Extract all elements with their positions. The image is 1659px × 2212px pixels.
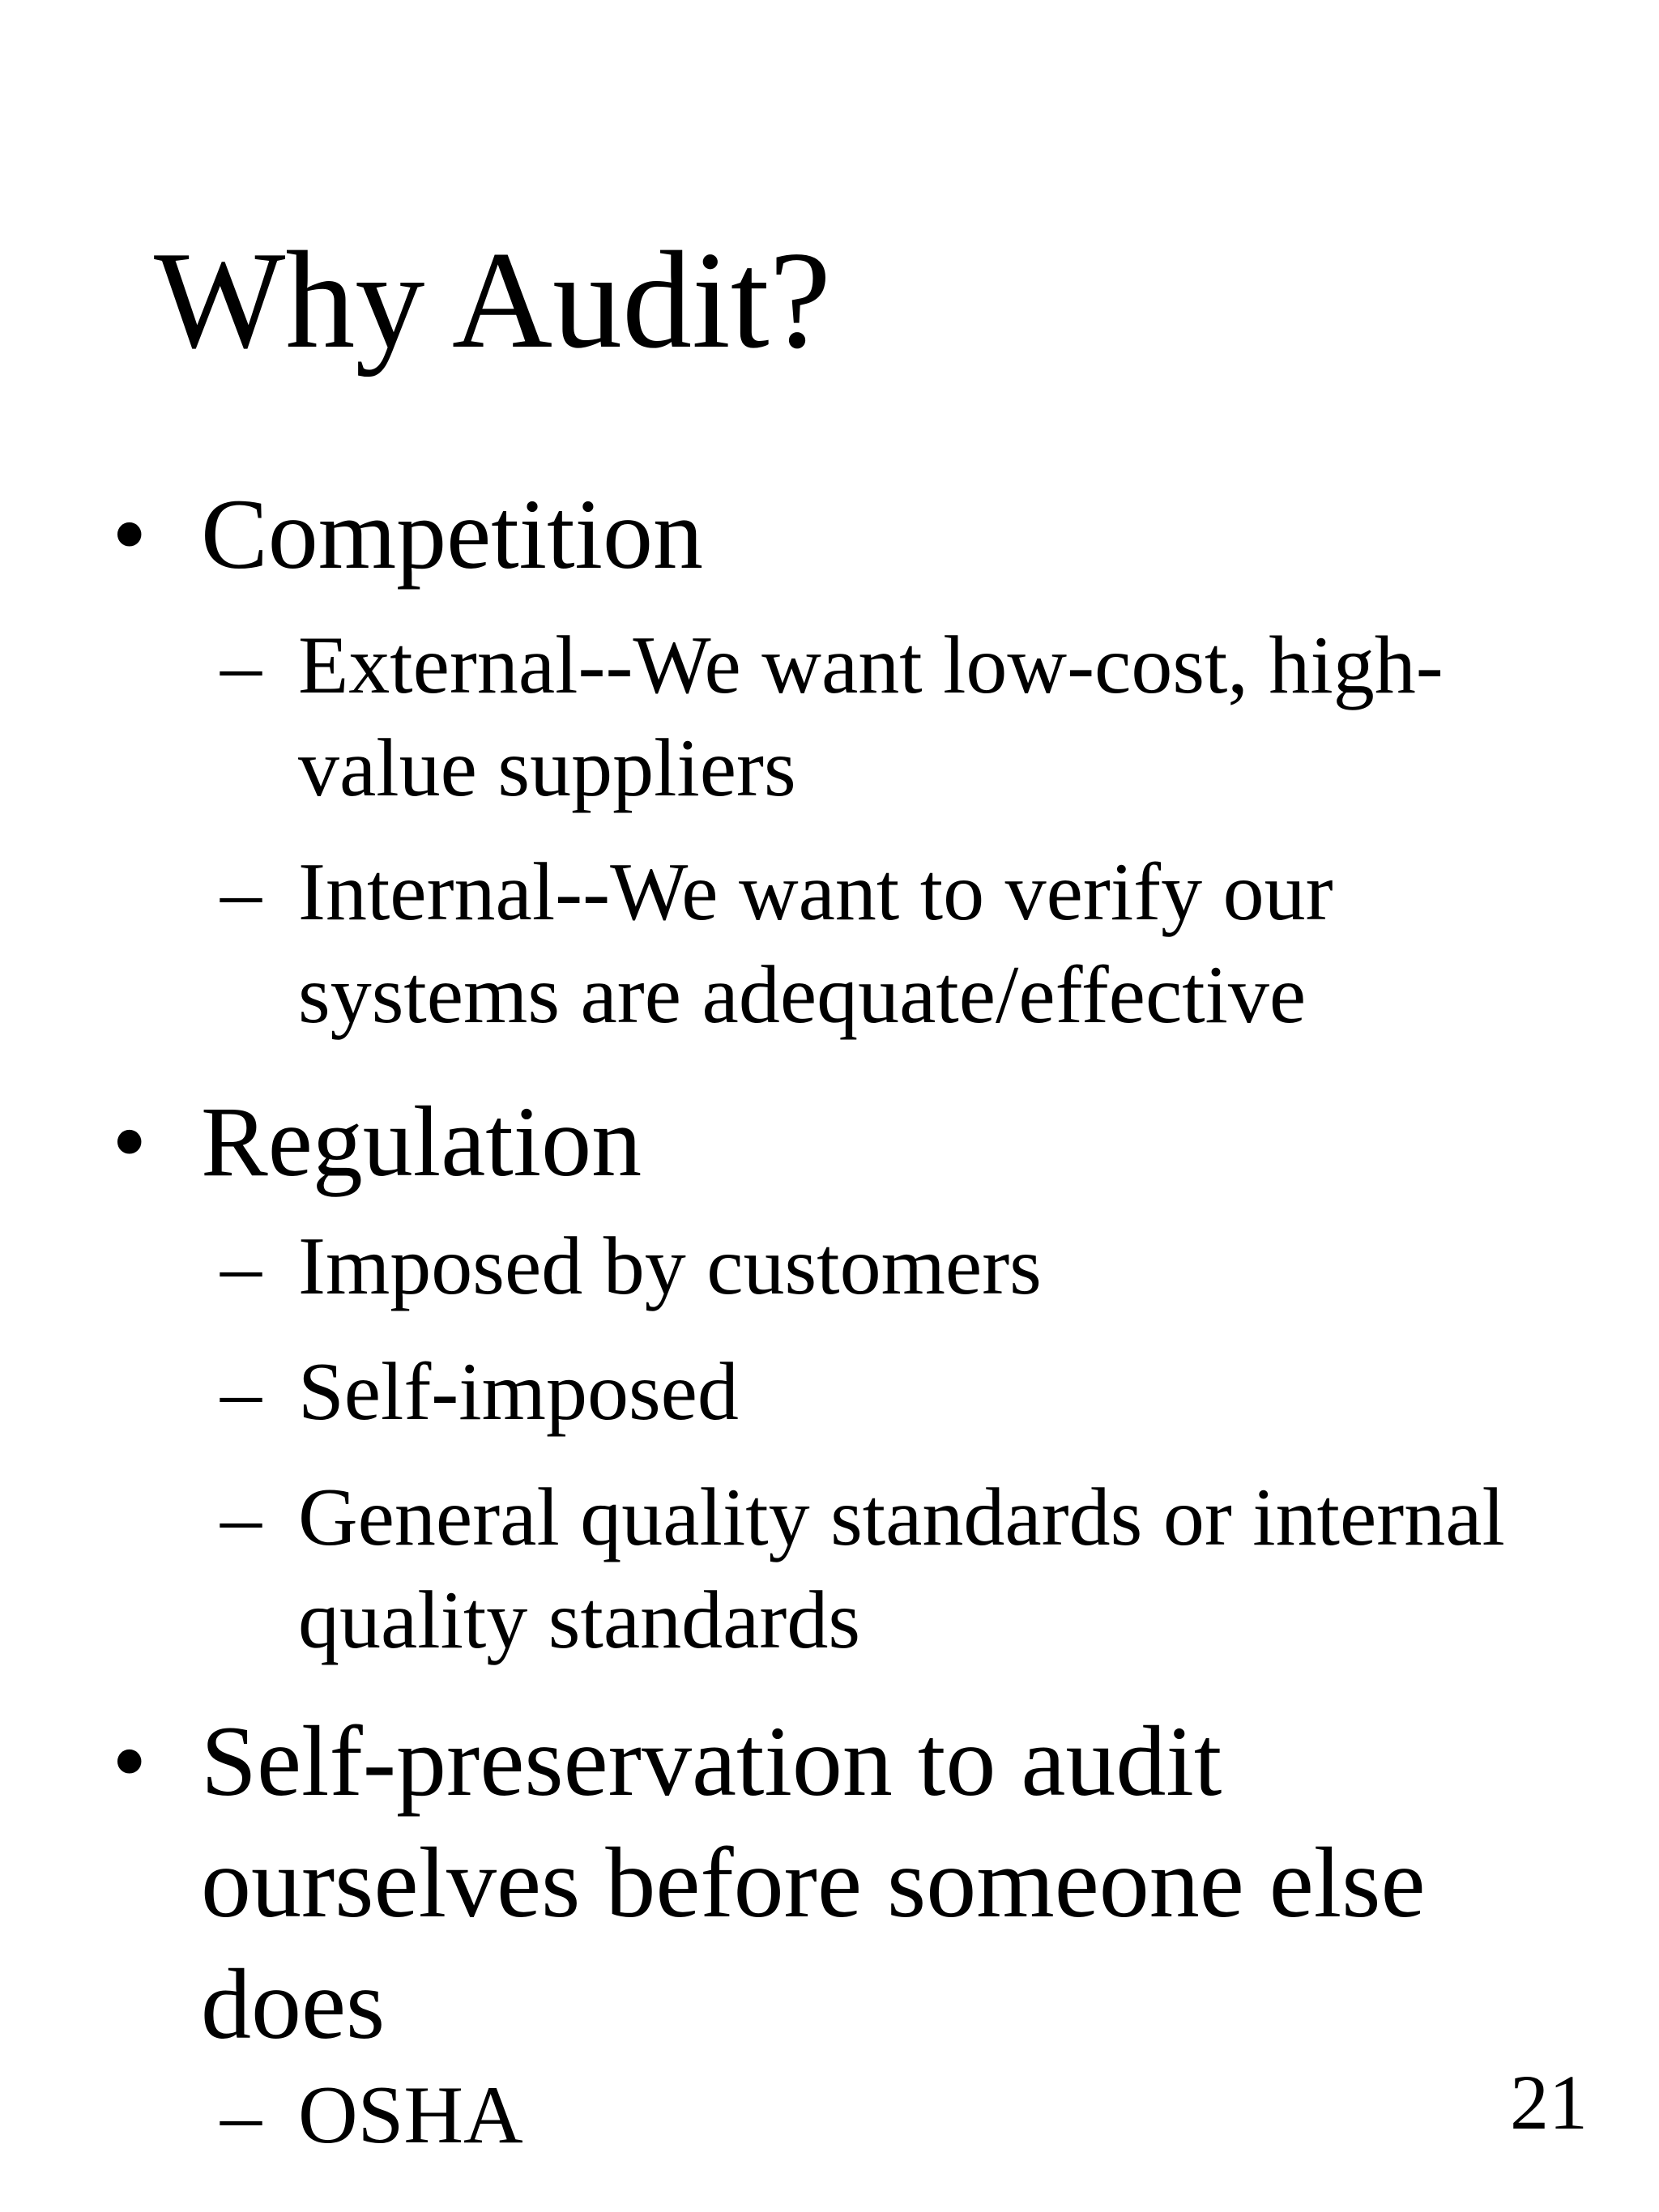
bullet-text: Self-preservation to audit ourselves before someone else does	[201, 1706, 1426, 2060]
subitem-text: External--We want low-cost, high-value suppliers	[298, 620, 1444, 814]
subitem-internal	[220, 841, 1533, 1046]
subitem-text: General quality standards or internal quality standards	[298, 1472, 1505, 1666]
bullet-icon: •	[112, 479, 147, 590]
bullet-text: Regulation	[201, 1086, 642, 1197]
bullet-icon: •	[112, 1706, 147, 1817]
dash-icon: –	[220, 1472, 262, 1563]
bullet-icon: •	[112, 1086, 147, 1197]
subitem-imposed-by-customers	[220, 1215, 1533, 1318]
subitem-text: OSHA	[298, 2069, 523, 2161]
subitem-osha	[220, 2064, 1533, 2167]
dash-icon: –	[220, 620, 262, 711]
subitem-self-imposed	[220, 1340, 1533, 1443]
bullet-self-preservation	[112, 1701, 1505, 2065]
subitem-text: Self-imposed	[298, 1346, 739, 1438]
dash-icon: –	[220, 846, 262, 938]
subitem-quality-standards	[220, 1466, 1533, 1672]
subitem-text: Internal--We want to verify our systems are adequate/effective	[298, 846, 1333, 1041]
page-number: 21	[1510, 2059, 1588, 2146]
slide-title: Why Audit?	[154, 224, 831, 377]
bullet-regulation	[112, 1081, 1505, 1203]
dash-icon: –	[220, 1221, 262, 1312]
subitem-text: Imposed by customers	[298, 1221, 1042, 1312]
bullet-text: Competition	[201, 479, 703, 590]
dash-icon: –	[220, 2069, 262, 2161]
subitem-external	[220, 614, 1533, 820]
bullet-competition	[112, 474, 1505, 595]
dash-icon: –	[220, 1346, 262, 1438]
